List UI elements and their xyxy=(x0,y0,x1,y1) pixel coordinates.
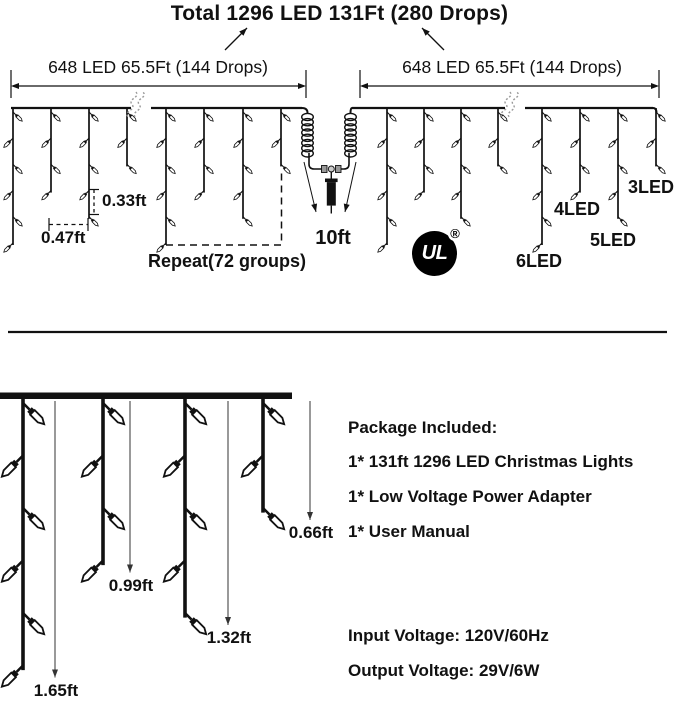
five-led-drop-label: 5LED xyxy=(590,230,637,250)
three-led-drop-label: 3LED xyxy=(628,177,675,197)
left-span-label: 648 LED 65.5Ft (144 Drops) xyxy=(48,57,268,77)
right-span-label: 648 LED 65.5Ft (144 Drops) xyxy=(402,57,622,77)
detail-drop-length-label: 0.66ft xyxy=(288,523,334,542)
title-pointer-arrows xyxy=(225,28,444,50)
package-item-adapter: 1* Low Voltage Power Adapter xyxy=(348,487,592,506)
lead-wire-length-label: 10ft xyxy=(315,227,351,249)
six-led-drop-label: 6LED xyxy=(516,251,563,271)
right-light-string xyxy=(352,90,666,254)
repeat-group-outline xyxy=(166,172,282,245)
package-item-manual: 1* User Manual xyxy=(348,522,470,541)
ul-certification-badge: UL xyxy=(412,231,457,276)
package-heading: Package Included: xyxy=(348,418,498,437)
input-voltage-spec: Input Voltage: 120V/60Hz xyxy=(348,626,549,645)
detail-string xyxy=(0,393,313,689)
registered-trademark-icon: ® xyxy=(448,227,462,241)
diagram-title: Total 1296 LED 131Ft (280 Drops) xyxy=(170,2,509,25)
drop-spacing-label: 0.47ft xyxy=(41,228,86,247)
detail-drop-length-label: 1.32ft xyxy=(206,628,252,647)
detail-drop-length-label: 1.65ft xyxy=(33,680,79,700)
output-voltage-spec: Output Voltage: 29V/6W xyxy=(348,661,540,680)
power-adapter-assembly xyxy=(302,108,357,214)
package-item-lights: 1* 131ft 1296 LED Christmas Lights xyxy=(348,452,634,471)
detail-drop-length-label: 0.99ft xyxy=(108,575,154,595)
four-led-drop-label: 4LED xyxy=(554,199,601,219)
repeat-group-label: Repeat(72 groups) xyxy=(147,251,307,271)
led-spacing-dimension xyxy=(89,190,99,215)
led-spacing-label: 0.33ft xyxy=(102,191,147,210)
